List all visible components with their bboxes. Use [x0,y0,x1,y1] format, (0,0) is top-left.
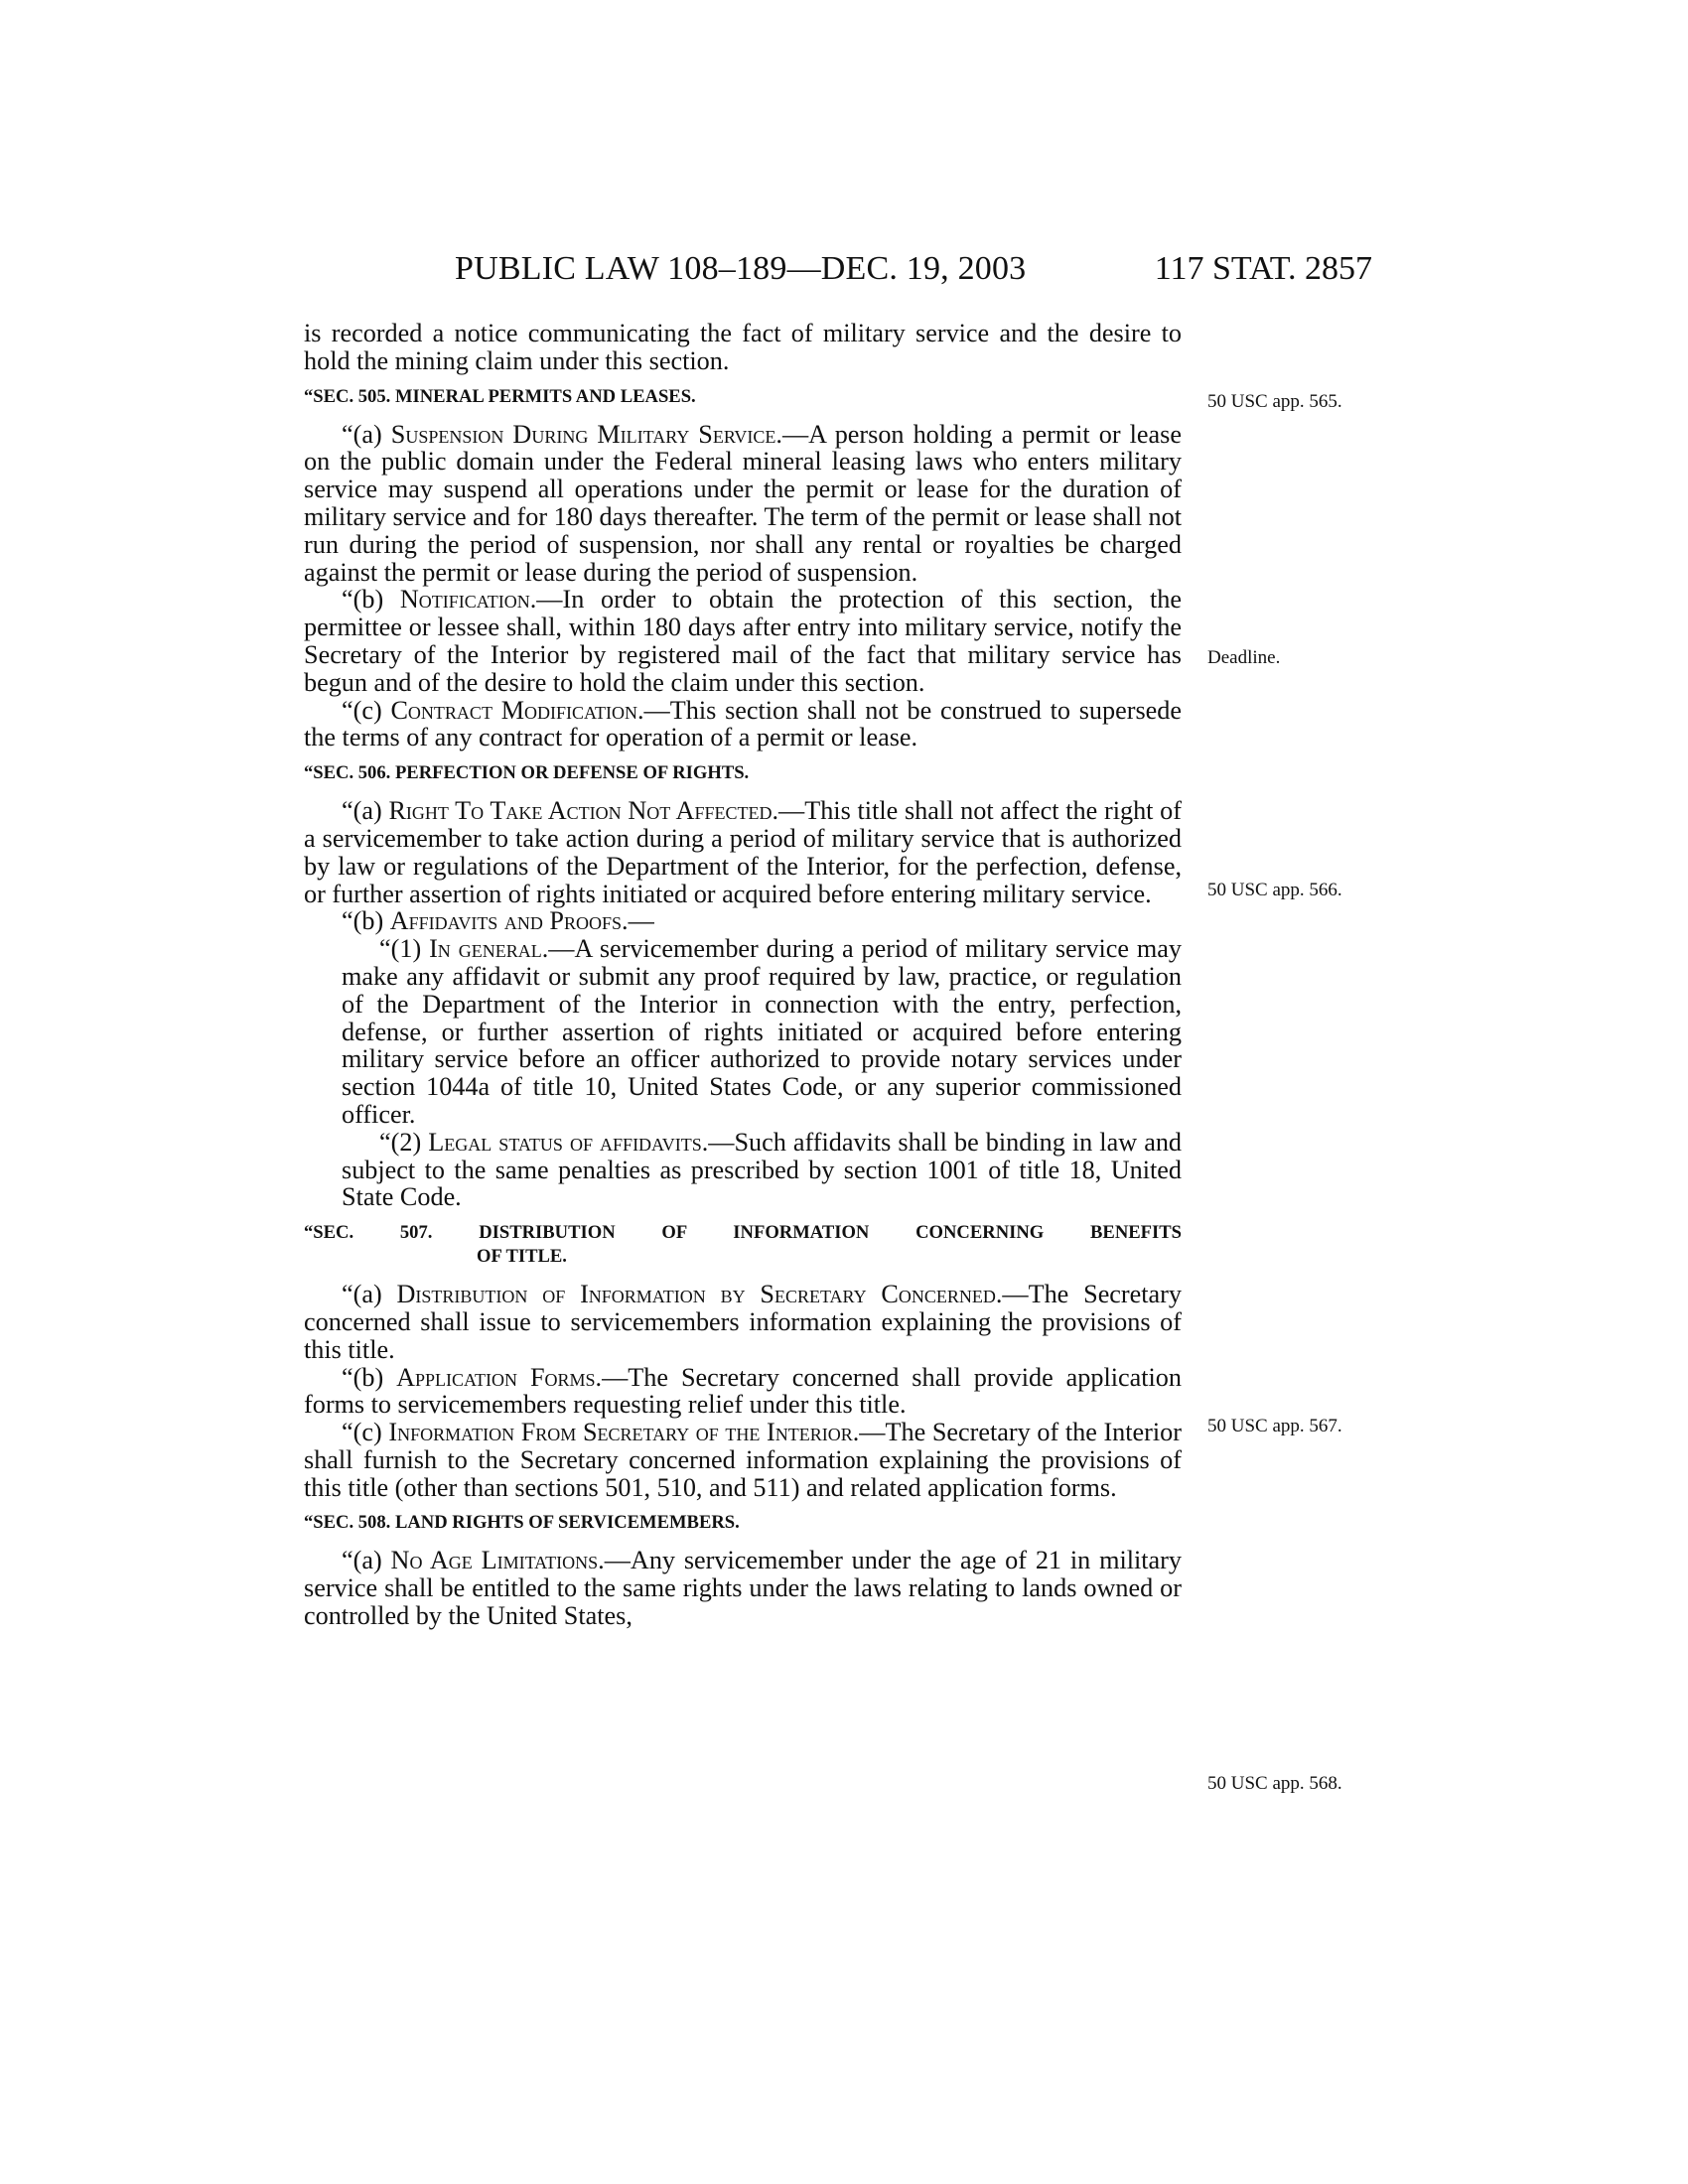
subsection-title: Contract Modification. [390,695,644,725]
subsection-title: Distribution of Information by Secretary Concerned. [396,1280,1003,1309]
section-505-subsection-a: “(a) Suspension During Military Service.—A person holding a permit or lease on the public domain under the Federal mineral leasing laws who enters military service may suspend all operations under the permit or lease for the duration of military service and for 180 days thereafter. The term of the permit or lease shall not run during the period of suspension, nor shall any rental or royalties be charged against the permit or lease during the period of suspension. [304,419,1182,587]
section-506-subsection-b: “(b) Affidavits and Proofs.— [342,906,654,936]
paragraph-title: In general. [429,934,549,964]
running-header [0,250,1688,290]
section-508-subsection-a: “(a) No Age Limitations.—Any servicemember under the age of 21 in military service shall be entitled to the same rights under the laws relating to lands owned or controlled by the United States, [304,1546,1182,1631]
section-506-subsection-a: “(a) Right To Take Action Not Affected.—This title shall not affect the right of a servicemember to take action during a period of military service that is authorized by law or regulations of the Department of the Interior, for the perfection, defense, or further assertion of rights initiated or acquired before entering military service. [304,796,1182,908]
section-506-paragraph-2: “(2) Legal status of affidavits.—Such affidavits shall be binding in law and subject to the same penalties as prescribed by section 1001 of title 18, United State Code. [342,1127,1183,1212]
section-505-subsection-b: “(b) Notification.—In order to obtain the protection of this section, the permittee or lessee shall, within 180 days after entry into military service, notify the Secretary of the Interior by registered mail of the fact that military service has begun and of the desire to hold the claim under this section. [304,585,1182,697]
section-506-paragraph-1: “(1) In general.—A servicemember during a period of military service may make any affidavit or submit any proof required by law, practice, or regulation of the Department of the Interior in connection with the entry, perfection, defense, or further assertion of rights initiated or acquired before entering military service before an officer authorized to provide notary services under section 1044a of title 10, United States Code, or any superior commissioned officer. [342,934,1182,1129]
subsection-title: No Age Limitations. [390,1546,605,1575]
section-507-heading [304,1221,1182,1269]
section-505-heading: “SEC. 505. MINERAL PERMITS AND LEASES. [304,385,696,407]
margin-note-deadline: Deadline. [1207,647,1281,668]
section-507-subsection-b: “(b) Application Forms.—The Secretary concerned shall provide application forms to servicemembers requesting relief under this title. [304,1362,1182,1420]
section-507-heading-line1: “SEC. 507. DISTRIBUTION OF INFORMATION CONCERNING BENEFITS [304,1222,1182,1244]
intro-paragraph: is recorded a notice communicating the fact of military service and the desire to hold the mining claim under this section. [304,319,1182,375]
subsection-title: Suspension During Military Service. [390,419,782,449]
margin-note-usc-566: 50 USC app. 566. [1207,880,1342,900]
margin-note-usc-567: 50 USC app. 567. [1207,1416,1342,1436]
subsection-title: Affidavits and Proofs. [389,906,629,936]
margin-note-usc-568: 50 USC app. 568. [1207,1773,1342,1794]
subsection-title: Information From Secretary of the Interior. [388,1418,860,1447]
section-505-subsection-c: “(c) Contract Modification.—This section shall not be construed to supersede the terms of any contract for operation of a permit or lease. [304,695,1182,752]
section-507-heading-line2: OF TITLE. [477,1246,567,1268]
header-stat-page: 117 STAT. 2857 [1154,250,1372,287]
subsection-title: Right To Take Action Not Affected. [388,796,779,826]
section-506-heading: “SEC. 506. PERFECTION OR DEFENSE OF RIGHTS. [304,762,750,784]
section-507-subsection-c: “(c) Information From Secretary of the Interior.—The Secretary of the Interior shall furnish to the Secretary concerned information explaining the provisions of this title (other than sections 501, 510, and 511) and related application forms. [304,1418,1182,1502]
subsection-title: Application Forms. [396,1362,603,1392]
section-507-subsection-a: “(a) Distribution of Information by Secretary Concerned.—The Secretary concerned shall issue to servicemembers information explaining the provisions of this title. [304,1280,1182,1364]
statute-text-column [304,320,1182,1630]
header-public-law: PUBLIC LAW 108–189—DEC. 19, 2003 [455,250,1027,287]
section-508-heading: “SEC. 508. LAND RIGHTS OF SERVICEMEMBERS. [304,1512,740,1534]
subsection-title: Notification. [399,585,537,614]
paragraph-title: Legal status of affidavits. [428,1127,709,1157]
margin-note-usc-565: 50 USC app. 565. [1207,391,1342,412]
